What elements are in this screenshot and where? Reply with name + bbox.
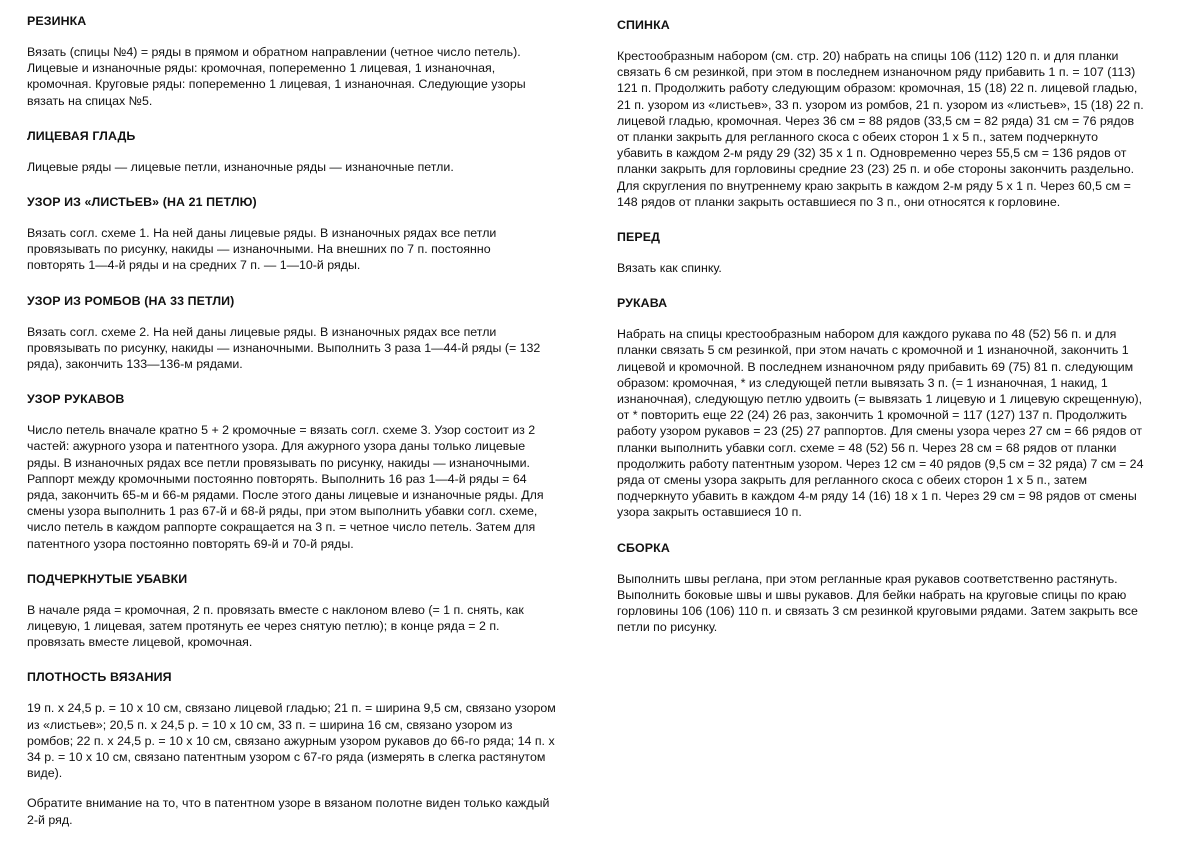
section-text: 19 п. х 24,5 р. = 10 х 10 см, связано лицевой гладью; 21 п. = ширина 9,5 см, связано узором из «листьев»; 20,5 п. х 24,5 р. = 10 х 10 см, 33 п. = ширина 16 см, связано узором из ромбов; 22 п. х 24,5 р. = 10 х 10 см, связано ажурным узором рукавов до 66-го ряда; 14 п. х 34 р. = 10 х 10 см, связано патентным узором с 67-го ряда (измерять в слегка растянутом виде). [27,701,556,781]
section-plotnost-vyazaniya [27,669,575,827]
section-heading: РЕЗИНКА [27,14,87,28]
section-text: Вязать как спинку. [617,261,722,276]
section-text: Набрать на спицы крестообразным набором для каждого рукава по 48 (52) 56 п. и для планки связать 5 см резинкой, при этом начать с кромочной и 1 изнаночной, закончить 1 лицевой и кромочной. В последнем изнаночном ряду прибавить 69 (75) 81 п. следующим образом: кромочная, * из следующей петли вывязать 3 п. (= 1 изнаночная, 1 накид, 1 изнаночная), следующую петлю удвоить (= вывязать 1 лицевую и 1 лицевую скрещенную), от * повторить еще 22 (24) 26 раз, закончить 1 кромочной = 117 (127) 137 п. Продолжить работу узором рукавов = 23 (25) 27 раппортов. Для смены узора через 27 см = 66 рядов от планки выполнить убавки согл. схеме = 48 (52) 56 п. Через 28 см = 68 рядов от планки продолжить работу патентным узором. Через 12 см = 40 рядов (9,5 см = 32 ряда) 7 см = 24 ряда от смены узора закрыть для регланного скоса с обеих сторон 1 х 5 п., затем подчеркнуто убавить в каждом 4-м ряду 14 (16) 18 х 1 п. Через 29 см = 98 рядов от смены узора закрыть оставшиеся 10 п. [617,327,1144,520]
section-heading: ЛИЦЕВАЯ ГЛАДЬ [27,128,136,143]
section-text: Крестообразным набором (см. стр. 20) набрать на спицы 106 (112) 120 п. и для планки связать 6 см резинкой, при этом в последнем изнаночном ряду прибавить 1 п. = 107 (113) 121 п. Продолжить работу следующим образом: кромочная, 15 (18) 22 п. лицевой гладью, 21 п. узором из «листьев», 33 п. узором из ромбов, 21 п. узором из «листьев», 15 (18) 22 п. лицевой гладью, кромочная. Через 36 см = 88 рядов (33,5 см = 82 ряда) 31 см = 76 рядов от планки закрыть для регланного скоса с обеих сторон 1 х 5 п., затем подчеркнуто убавить в каждом 2-м ряду 29 (32) 35 х 1 п. Одновременно через 55,5 см = 136 рядов от планки закрыть для горловины средние 23 (23) 25 п. и обе стороны закончить раздельно. Для скругления по внутреннему краю закрыть в каждом 2-м ряду 5 х 1 п. Через 60,5 см = 148 рядов от планки закрыть оставшиеся по 3 п., они относятся к горловине. [617,49,1144,209]
section-heading: ПЛОТНОСТЬ ВЯЗАНИЯ [27,670,172,685]
section-litsevaya-glad [27,128,575,175]
section-rukava [617,295,1177,520]
section-heading: УЗОР ИЗ РОМБОВ (НА 33 ПЕТЛИ) [27,293,235,308]
right-column [617,17,1177,635]
section-heading: СБОРКА [617,540,670,555]
section-text: В начале ряда = кромочная, 2 п. провязать вместе с наклоном влево (= 1 п. снять, как лицевую, 1 лицевая, затем протянуть ее через снятую петлю); в конце ряда = 2 п. провязать вместе лицевой, кромочная. [27,602,524,650]
section-pered [617,229,1177,276]
section-uzor-rombov [27,293,575,373]
section-heading: СПИНКА [617,18,670,32]
section-text: Вязать согл. схеме 1. На ней даны лицевые ряды. В изнаночных рядах все петли провязывать по рисунку, накиды — изнаночными. На внешних по 7 п. постоянно повторять 1—4-й ряды и на средних 7 п. — 1—10-й ряды. [27,226,497,273]
section-heading: ПОДЧЕРКНУТЫЕ УБАВКИ [27,571,188,586]
section-heading: РУКАВА [617,296,668,311]
section-rezinka [27,13,575,109]
section-heading: УЗОР РУКАВОВ [27,392,125,407]
section-uzor-rukavov [27,391,575,552]
section-heading: УЗОР ИЗ «ЛИСТЬЕВ» (НА 21 ПЕТЛЮ) [27,195,257,210]
section-podcherknutye-ubavki [27,571,575,651]
section-sborka [617,540,1177,636]
section-text: Вязать (спицы №4) = ряды в прямом и обратном направлении (четное число петель). Лицевые и изнаночные ряды: кромочная, попеременно 1 лицевая, 1 изнаночная, кромочная. Круговые ряды: попеременно 1 лицевая, 1 изнаночная. Следующие узоры вязать на спицах №5. [27,45,526,108]
section-note: Обратите внимание на то, что в патентном узоре в вязаном полотне виден только каждый 2-й ряд. [27,796,550,827]
left-column [27,13,575,828]
section-text: Вязать согл. схеме 2. На ней даны лицевые ряды. В изнаночных рядах все петли провязывать по рисунку, накиды — изнаночными. Выполнить 3 раза 1—44-й ряды (= 132 ряда), закончить 133—136-м рядами. [27,324,541,372]
section-uzor-listev [27,194,575,274]
section-spinka [617,17,1177,210]
section-text: Число петель вначале кратно 5 + 2 кромочные = вязать согл. схеме 3. Узор состоит из 2 частей: ажурного узора и патентного узора. Для ажурного узора даны только лицевые ряды. В изнаночных рядах все петли провязывать по рисунку, накиды — изнаночными. Раппорт между кромочными постоянно повторять. Выполнить 16 раз 1—4-й ряды = 64 ряда, закончить 65-м и 66-м рядами. После этого даны лицевые и изнаночные ряды. Для смены узора выполнить 1 раз 67-й и 68-й ряды, при этом выполнить убавки согл. схеме, число петель в каждом раппорте сокращается на 3 п. = четное число петель. Затем для патентного узора постоянно повторять 69-й и 70-й ряды. [27,423,544,551]
section-heading: ПЕРЕД [617,230,661,245]
section-text: Выполнить швы реглана, при этом регланные края рукавов соответственно растянуть. Выполнить боковые швы и швы рукавов. Для бейки набрать на круговые спицы по краю горловины 106 (106) 110 п. и связать 3 см резинкой круговыми рядами. Затем закрыть все петли по рисунку. [617,571,1138,635]
section-text: Лицевые ряды — лицевые петли, изнаночные ряды — изнаночные петли. [27,159,454,174]
